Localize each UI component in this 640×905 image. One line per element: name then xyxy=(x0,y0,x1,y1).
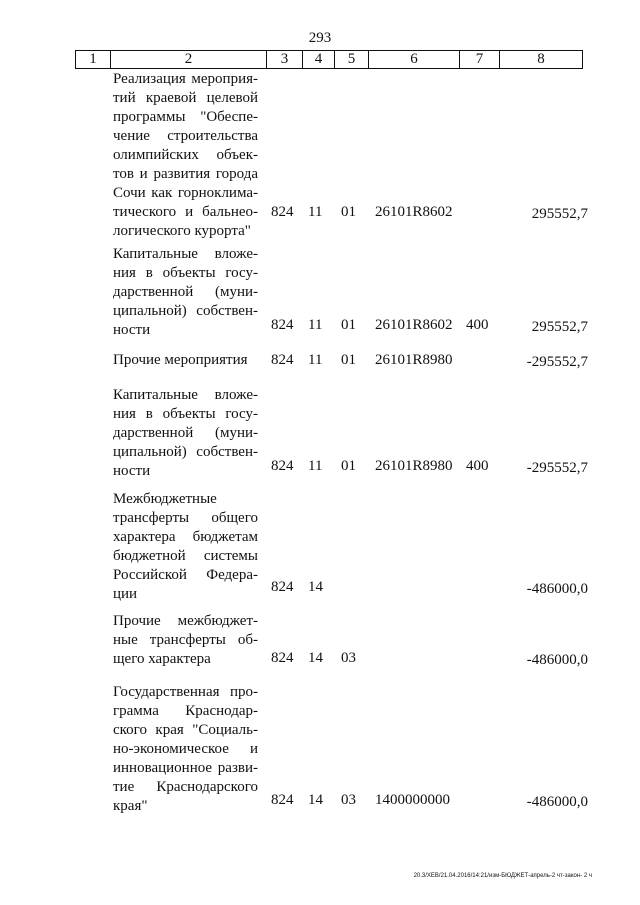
row-col8: -295552,7 xyxy=(526,460,588,476)
row-col7: 400 xyxy=(466,458,489,474)
row-col3: 824 xyxy=(271,579,294,595)
row-col6: 26101R8980 xyxy=(375,352,453,368)
row-col8: -295552,7 xyxy=(526,354,588,370)
row-col6: 1400000000 xyxy=(375,792,450,808)
row-col3: 824 xyxy=(271,458,294,474)
row-col8: -486000,0 xyxy=(526,652,588,668)
row-col4: 11 xyxy=(308,317,323,333)
row-col5: 01 xyxy=(341,204,356,220)
row-col5: 01 xyxy=(341,458,356,474)
row-col7: 400 xyxy=(466,317,489,333)
col-4-header: 4 xyxy=(303,51,335,69)
col-1-header: 1 xyxy=(76,51,111,69)
row-col3: 824 xyxy=(271,352,294,368)
row-col8: 295552,7 xyxy=(531,206,588,222)
row-col3: 824 xyxy=(271,792,294,808)
row-description: Межбюджетные трансферты общего характера бюджетам бюджетной системы Российской Федера-ции xyxy=(113,491,258,602)
row-col6: 26101R8602 xyxy=(375,317,453,333)
row-description: Капитальные вложе-ния в объекты госу-дарственной (муни-ципальной) собствен-ности xyxy=(113,387,258,479)
row-col8: 295552,7 xyxy=(531,319,588,335)
row-col4: 11 xyxy=(308,458,323,474)
row-description: Прочие межбюджет-ные трансферты об-щего характера xyxy=(113,613,258,667)
row-col5: 03 xyxy=(341,650,356,666)
page-number: 293 xyxy=(308,30,332,46)
row-col5: 01 xyxy=(341,352,356,368)
col-7-header: 7 xyxy=(460,51,500,69)
col-6-header: 6 xyxy=(369,51,460,69)
row-col3: 824 xyxy=(271,317,294,333)
column-header-row xyxy=(75,50,583,69)
row-col6: 26101R8602 xyxy=(375,204,453,220)
row-col4: 11 xyxy=(308,352,323,368)
row-col5: 01 xyxy=(341,317,356,333)
col-2-header: 2 xyxy=(111,51,267,69)
row-col6: 26101R8980 xyxy=(375,458,453,474)
row-col4: 11 xyxy=(308,204,323,220)
col-3-header: 3 xyxy=(267,51,303,69)
row-col4: 14 xyxy=(308,650,323,666)
row-col8: -486000,0 xyxy=(526,794,588,810)
row-col8: -486000,0 xyxy=(526,581,588,597)
row-col3: 824 xyxy=(271,204,294,220)
col-8-header: 8 xyxy=(500,51,583,69)
document-footer: 20.3/ХЕВ/21.04.2016/14:21/изм-БЮДЖЕТ-апрель-2 чт-закон- 2 ч xyxy=(413,873,592,879)
row-col3: 824 xyxy=(271,650,294,666)
row-description: Прочие мероприятия xyxy=(113,352,248,368)
row-col5: 03 xyxy=(341,792,356,808)
col-5-header: 5 xyxy=(335,51,369,69)
row-col4: 14 xyxy=(308,792,323,808)
row-col4: 14 xyxy=(308,579,323,595)
row-description: Государственная про-грамма Краснодар-ского края "Социаль-но-экономическое и инновационное разви-тие Краснодарского края" xyxy=(113,684,258,814)
row-description: Капитальные вложе-ния в объекты госу-дарственной (муни-ципальной) собствен-ности xyxy=(113,246,258,338)
row-description: Реализация мероприя-тий краевой целевой программы "Обеспе-чение строительства олимпийских объек-тов и развития города Сочи как горноклима-тического и бальнео-логического курорта" xyxy=(113,71,258,239)
